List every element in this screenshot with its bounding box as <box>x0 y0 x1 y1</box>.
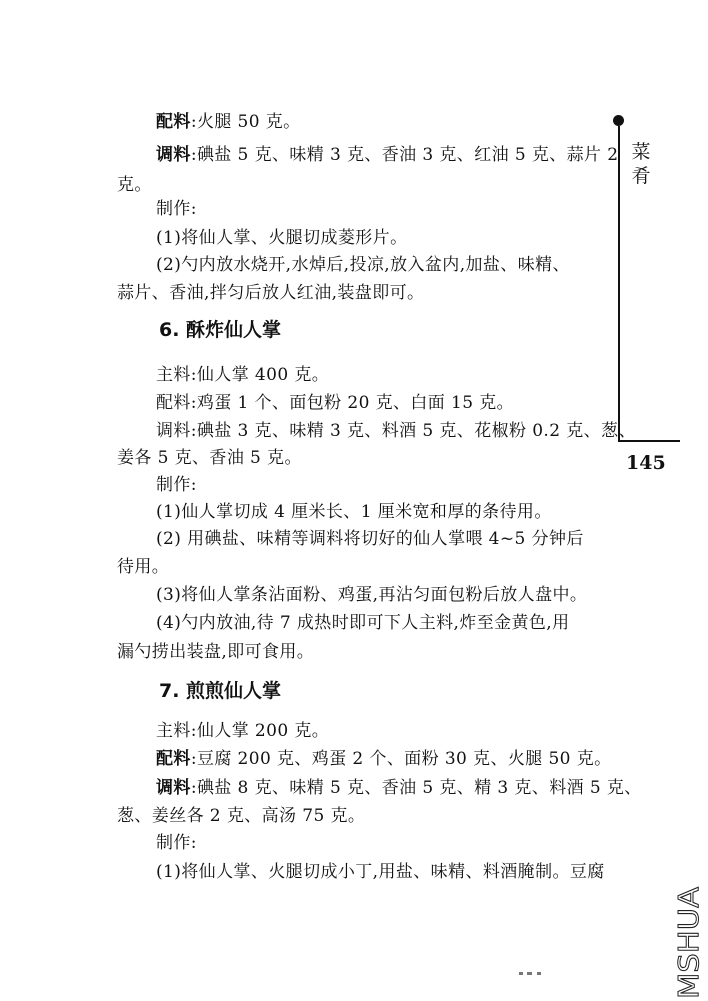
line-label: 调料 <box>156 145 191 165</box>
watermark-text: MSHUA <box>672 896 705 999</box>
line-text: :火腿 50 克。 <box>190 112 301 132</box>
sidebar-section-label: 菜肴 <box>631 141 651 187</box>
line-text: :碘盐 8 克、味精 5 克、香油 5 克、精 3 克、料酒 5 克、 <box>190 778 642 798</box>
text-line: 待用。 <box>117 557 170 577</box>
text-line: 克。 <box>117 175 152 195</box>
text-line: 蒜片、香油,拌匀后放人红油,装盘即可。 <box>117 283 425 303</box>
text-line: 姜各 5 克、香油 5 克。 <box>117 448 302 468</box>
text-line: 主料:仙人掌 200 克。 <box>156 721 330 741</box>
line-text: :碘盐 5 克、味精 3 克、香油 3 克、红油 5 克、蒜片 2 <box>190 145 619 165</box>
text-line <box>156 777 642 799</box>
scan-mark <box>519 972 549 976</box>
line-label: 配料 <box>156 112 191 132</box>
text-line: 制作: <box>156 199 197 219</box>
text-line: 调料:碘盐 3 克、味精 3 克、料酒 5 克、花椒粉 0.2 克、葱、 <box>156 421 636 441</box>
text-line: 主料:仙人掌 400 克。 <box>156 365 330 385</box>
text-line <box>156 111 301 133</box>
text-line: 漏勺捞出装盘,即可食用。 <box>117 642 315 662</box>
text-line: (2) 用碘盐、味精等调料将切好的仙人掌喂 4~5 分钟后 <box>156 529 584 549</box>
text-line <box>156 748 612 770</box>
line-text: :豆腐 200 克、鸡蛋 2 个、面粉 30 克、火腿 50 克。 <box>190 749 612 769</box>
sidebar-vertical-rule <box>618 126 620 442</box>
text-line: (1)将仙人掌、火腿切成小丁,用盐、味精、料酒腌制。豆腐 <box>156 862 605 882</box>
text-line: 制作: <box>156 833 197 853</box>
line-label: 配料 <box>156 749 191 769</box>
text-line <box>156 144 618 166</box>
page-number: 145 <box>626 452 666 474</box>
text-line: (1)仙人掌切成 4 厘米长、1 厘米宽和厚的条待用。 <box>156 502 552 522</box>
section-heading: 6. 酥炸仙人掌 <box>159 319 282 341</box>
text-line: 葱、姜丝各 2 克、高汤 75 克。 <box>117 806 366 826</box>
text-line: (2)勺内放水烧开,水焯后,投凉,放入盆内,加盐、味精、 <box>156 255 570 275</box>
text-line: (1)将仙人掌、火腿切成菱形片。 <box>156 228 408 248</box>
text-line: 配料:鸡蛋 1 个、面包粉 20 克、白面 15 克。 <box>156 393 515 413</box>
text-line: (4)勺内放油,待 7 成热时即可下人主料,炸至金黄色,用 <box>156 613 570 633</box>
sidebar-dot <box>613 115 624 126</box>
section-heading: 7. 煎煎仙人掌 <box>159 680 282 702</box>
watermark <box>658 885 708 1001</box>
text-line: (3)将仙人掌条沾面粉、鸡蛋,再沾匀面包粉后放人盘中。 <box>156 585 588 605</box>
line-label: 调料 <box>156 778 191 798</box>
text-line: 制作: <box>156 475 197 495</box>
